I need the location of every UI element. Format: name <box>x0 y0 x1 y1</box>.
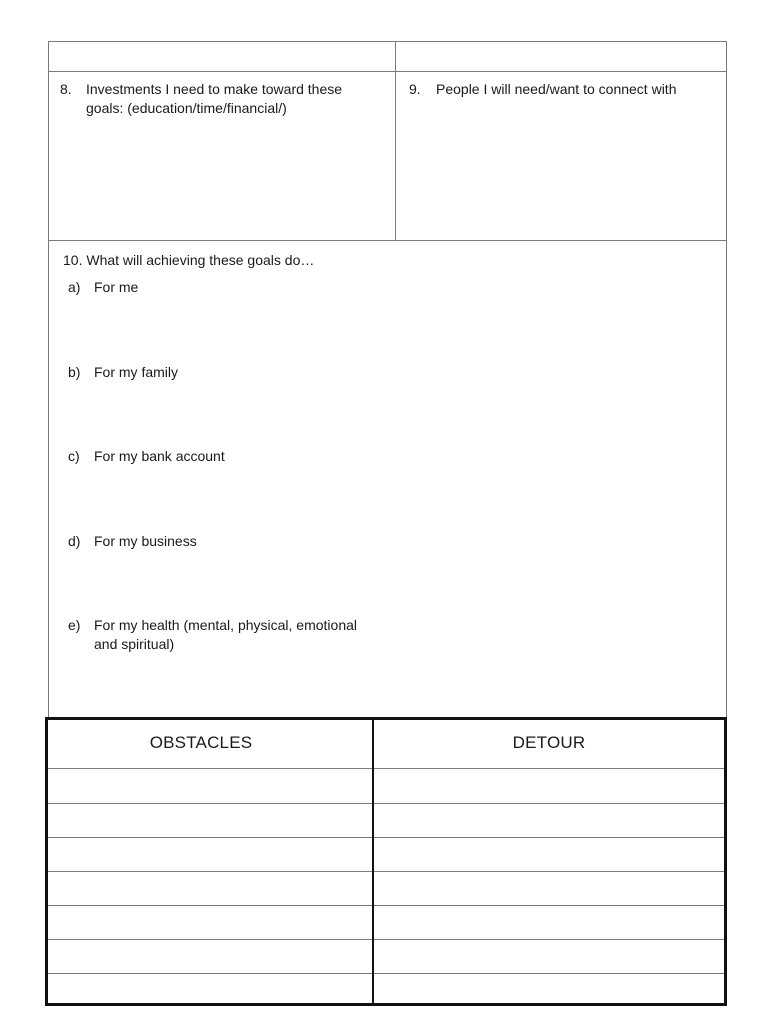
table-row[interactable] <box>48 769 724 803</box>
item-letter: e) <box>68 617 81 633</box>
table-row[interactable] <box>48 872 724 905</box>
item-label: For my family <box>94 364 178 380</box>
table-row[interactable] <box>48 804 724 837</box>
question-9-number: 9. <box>409 81 421 97</box>
item-label: For my business <box>94 533 197 549</box>
table-row[interactable] <box>48 974 724 1003</box>
item-label: For me <box>94 279 139 295</box>
question-8-text-line2: goals: (education/time/financial/) <box>86 100 287 116</box>
obstacles-header: OBSTACLES <box>149 733 253 752</box>
item-letter: d) <box>68 533 81 549</box>
item-letter: a) <box>68 279 81 295</box>
table-row[interactable] <box>48 838 724 871</box>
item-label: For my bank account <box>94 448 225 464</box>
question-8-text-line1: Investments I need to make toward these <box>86 81 343 97</box>
table-row[interactable] <box>48 940 724 973</box>
question-9-text: People I will need/want to connect with <box>436 81 677 97</box>
item-label-line2: and spiritual) <box>94 636 175 652</box>
item-label-line1: For my health (mental, physical, emotional <box>94 617 357 633</box>
item-letter: b) <box>68 364 81 380</box>
question-10-title: 10. What will achieving these goals do… <box>63 252 315 268</box>
table-row[interactable] <box>48 906 724 939</box>
question-8-number: 8. <box>60 81 72 97</box>
detour-header: DETOUR <box>512 733 586 752</box>
item-letter: c) <box>68 448 80 464</box>
